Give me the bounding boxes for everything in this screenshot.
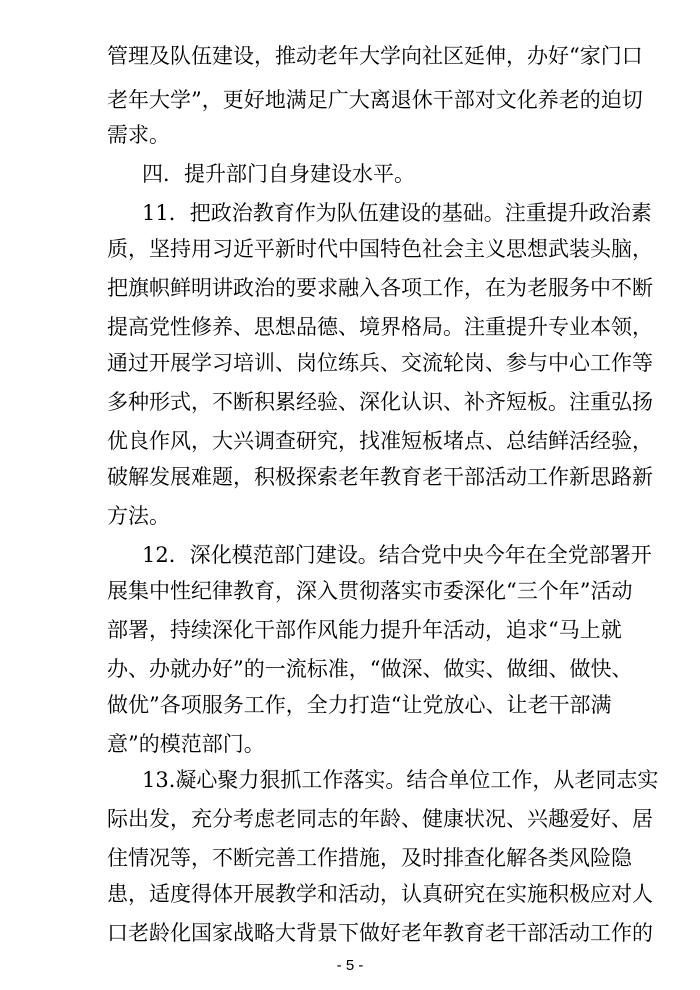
text-line: 办、办就办好”的一流标准，“做深、做实、做细、做快、 [107,657,633,681]
section-heading: 四．提升部门自身建设水平。 [142,162,415,186]
text-line: 多种形式，不断积累经验、深化认识、补齐短板。注重弘扬 [107,390,653,414]
text-line: 展集中性纪律教育，深入贯彻落实市委深化“三个年”活动 [107,579,633,603]
text-line: 部署，持续深化干部作风能力提升年活动，追求“马上就 [107,618,622,642]
text-line: 患，适度得体开展教学和活动，认真研究在实施积极应对人 [107,882,653,906]
text-line: 意”的模范部门。 [107,732,265,756]
text-line: 破解发展难题，积极探索老年教育老干部活动工作新思路新 [107,465,653,489]
text-line: 把旗帜鲜明讲政治的要求融入各项工作，在为老服务中不断 [107,276,653,300]
text-line: 口老龄化国家战略大背景下做好老年教育老干部活动工作的 [107,921,653,945]
text-line: 管理及队伍建设，推动老年大学向社区延伸，办好“家门口 [107,44,643,68]
text-line: 做优”各项服务工作，全力打造“让党放心、让老干部满 [107,693,612,717]
text-line: 提高党性修养、思想品德、境界格局。注重提升专业本领， [107,315,653,339]
page-number: - 5 - [336,957,364,974]
text-line: 际出发，充分考虑老同志的年龄、健康状况、兴趣爱好、居 [107,807,653,831]
text-line: 通过开展学习培训、岗位练兵、交流轮岗、参与中心工作等 [107,351,653,375]
item-heading: 12．深化模范部门建设。结合党中央今年在全党部署开 [142,543,652,567]
text-line: 优良作风，大兴调查研究，找准短板堵点、总结鲜活经验， [107,429,653,453]
text-line: 老年大学”，更好地满足广大离退休干部对文化养老的迫切 [107,88,643,112]
text-line: 需求。 [107,123,170,147]
text-line: 住情况等，不断完善工作措施，及时排查化解各类风险隐 [107,846,632,870]
item-heading: 13.凝心聚力狠抓工作落实。结合单位工作，从老同志实 [142,768,659,792]
text-line: 质，坚持用习近平新时代中国特色社会主义思想武装头脑， [107,237,653,261]
text-line: 方法。 [107,504,170,528]
item-heading: 11．把政治教育作为队伍建设的基础。注重提升政治素 [142,201,652,225]
